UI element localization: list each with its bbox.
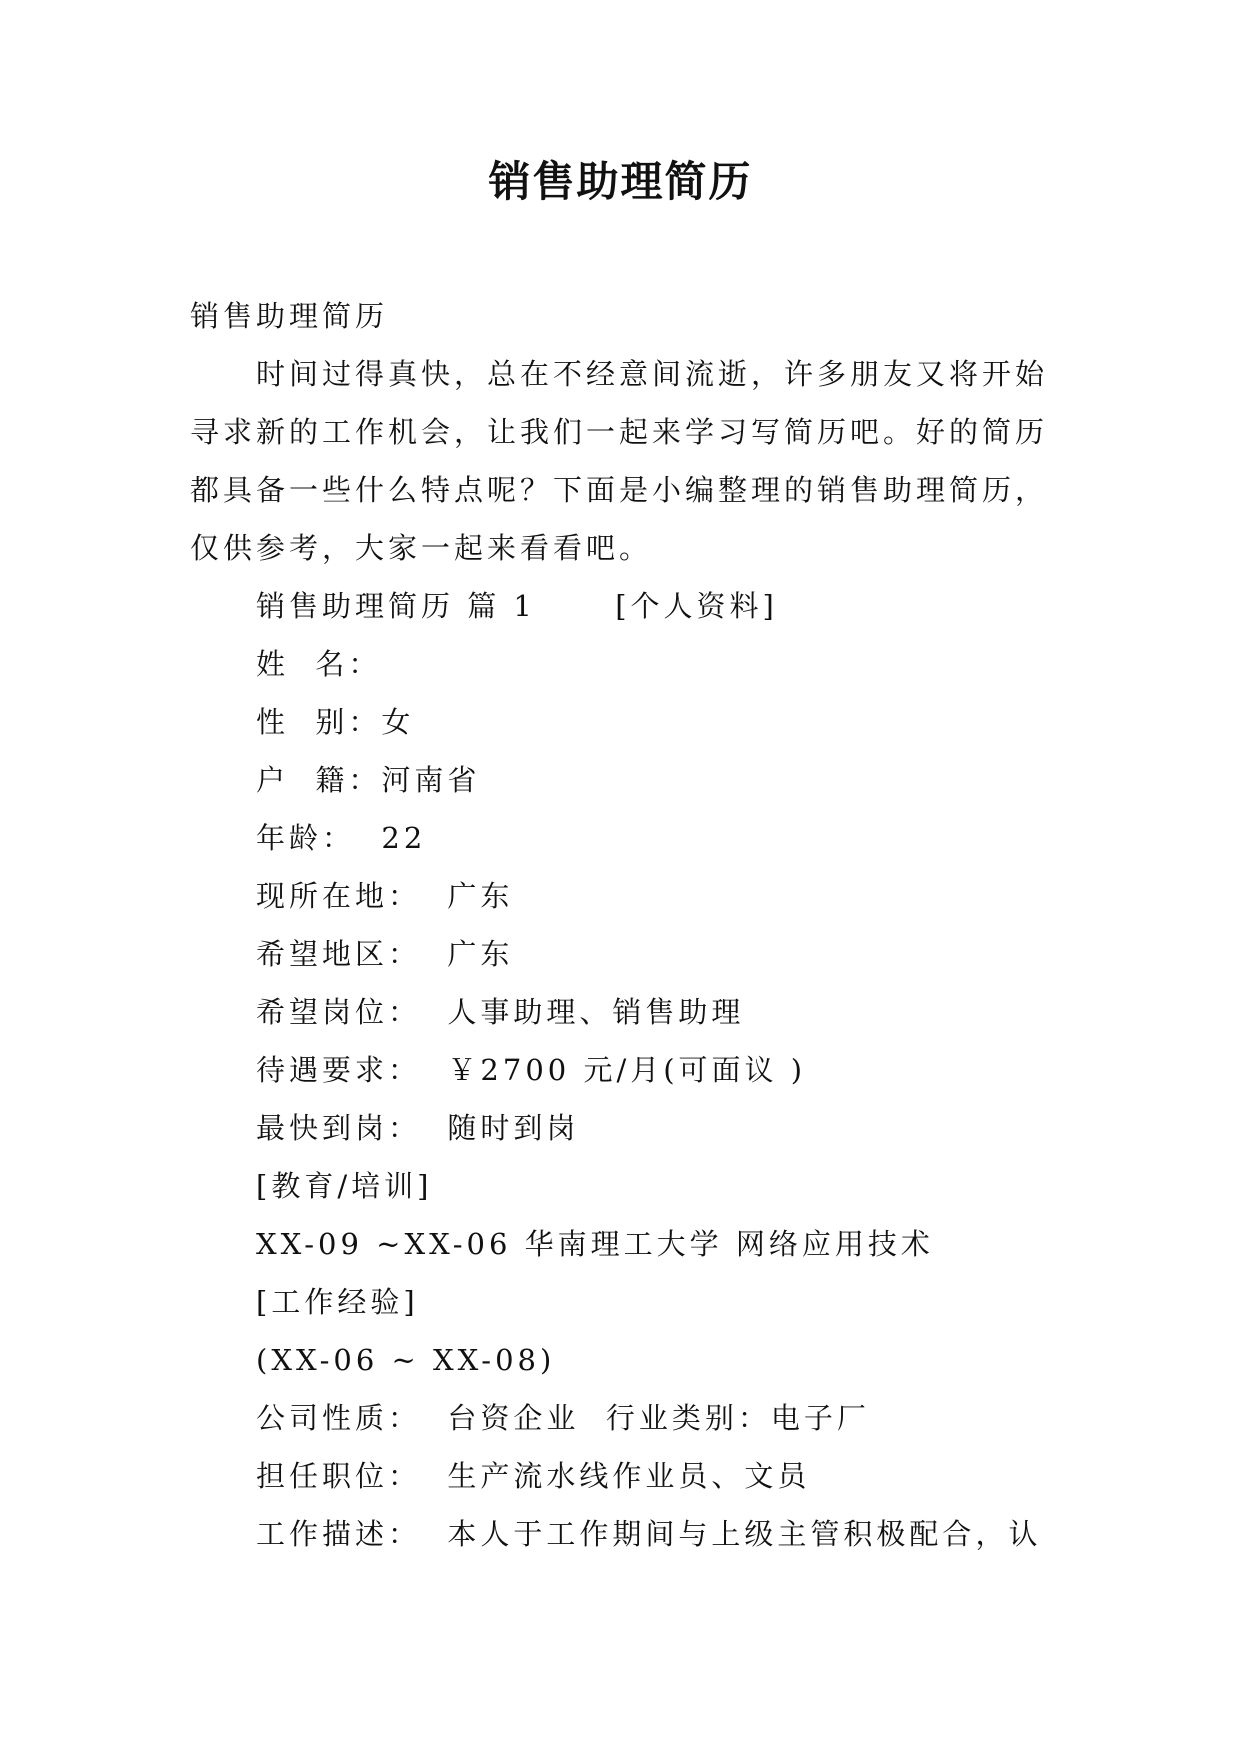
- resume-line-job-title: 担任职位： 生产流水线作业员、文员: [256, 1459, 811, 1493]
- document-title: 销售助理简历: [488, 157, 753, 206]
- resume-line-gender: 性 别：女: [256, 705, 415, 739]
- document-subtitle: 销售助理简历: [190, 299, 389, 333]
- resume-line-work-header: [工作经验]: [256, 1285, 419, 1319]
- resume-line-current-location: 现所在地： 广东: [256, 879, 514, 913]
- resume-line-job-description: 工作描述： 本人于工作期间与上级主管积极配合，认: [256, 1517, 1042, 1551]
- resume-line-desired-region: 希望地区： 广东: [256, 937, 514, 971]
- resume-line-household: 户 籍：河南省: [256, 763, 481, 797]
- resume-line-desired-position: 希望岗位： 人事助理、销售助理: [256, 995, 745, 1029]
- resume-line-section-header: 销售助理简历 篇 1 [个人资料]: [256, 589, 778, 623]
- resume-line-name: 姓 名：: [256, 647, 382, 681]
- resume-line-age: 年龄： 22: [256, 821, 427, 855]
- resume-line-company-type: 公司性质： 台资企业 行业类别：电子厂: [256, 1401, 870, 1435]
- resume-line-education: XX-09 ~XX-06 华南理工大学 网络应用技术: [256, 1227, 934, 1261]
- resume-line-work-period: (XX-06 ~ XX-08): [256, 1343, 556, 1377]
- resume-line-salary: 待遇要求： ￥2700 元/月(可面议 ): [256, 1053, 807, 1087]
- document-body: [190, 287, 1070, 1563]
- intro-paragraph: 时间过得真快，总在不经意间流逝，许多朋友又将开始寻求新的工作机会，让我们一起来学习写简历吧。好的简历都具备一些什么特点呢？下面是小编整理的销售助理简历，仅供参考，大家一起来看看吧。: [190, 357, 1049, 565]
- resume-line-availability: 最快到岗： 随时到岗: [256, 1111, 580, 1145]
- resume-line-education-header: [教育/培训]: [256, 1169, 433, 1203]
